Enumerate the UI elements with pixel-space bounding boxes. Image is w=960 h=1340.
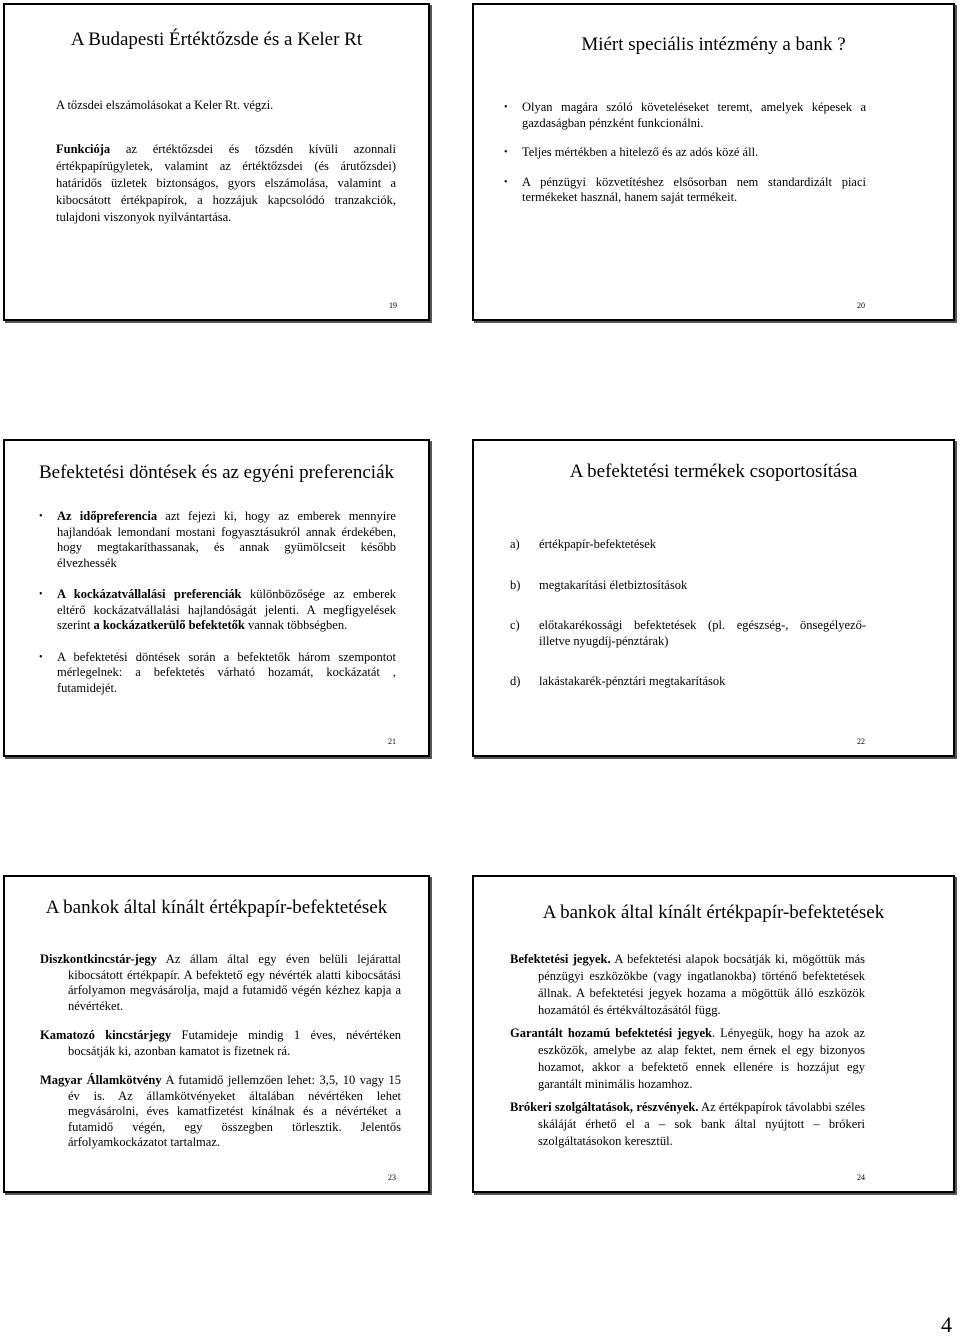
intro-text: A tőzsdei elszámolásokat a Keler Rt. végzi. (56, 98, 274, 112)
slide-number: 19 (389, 301, 397, 310)
slide-22 (472, 439, 955, 757)
bullet-item: • Teljes mértékben a hitelező és az adós közé áll. (504, 145, 759, 159)
document-page-number: 4 (941, 1312, 952, 1337)
slide-title: A Budapesti Értéktőzsde és a Keler Rt (70, 29, 363, 50)
slide-number: 21 (388, 737, 396, 746)
definition-item: Brókeri szolgáltatások, részvények. Az értékpapírok távolabbi széles skáláját érhető el a – sok bank által nyújtott – brókeri szolgáltatásokon keresztül. (510, 1100, 865, 1148)
slide-20 (472, 3, 955, 321)
slide-19 (3, 3, 430, 321)
bullet-item: • A befektetési döntések során a befektetők három szempontot mérlegelnek: a befektetés várható hozamát, kockázatát , futamidejét. (39, 649, 396, 695)
bullet-list (504, 100, 866, 206)
slide-number: 23 (388, 1173, 396, 1182)
bullet-item: • A kockázatvállalási preferenciák különbözősége az emberek eltérő kockázatvállalási hajlandóságát jelenti. A megfigyelések szerint a kockázatkerülő befektetők vannak többségben. (39, 587, 397, 632)
definition-item: Magyar Államkötvény A futamidő jellemzően lehet: 3,5, 10 vagy 15 év is. Az államkötvényeket általában névértéken lehet megvásárolni, éves kamatfizetést kínálnak és a névértéket a futamidő végén, egy összegben törlesztik. Jelentős árfolyamkockázatot tartalmaz. (40, 1073, 401, 1149)
function-term: Funkciója (56, 142, 111, 156)
slide-title: A bankok által kínált értékpapír-befektetések (45, 897, 388, 918)
slide-24 (472, 875, 955, 1193)
slide-title: Miért speciális intézmény a bank ? (581, 34, 846, 55)
list-item: a) értékpapír-befektetések (510, 537, 657, 551)
slide-number: 24 (857, 1173, 865, 1182)
slide-23 (3, 875, 430, 1193)
slide-number: 20 (857, 301, 865, 310)
slide-title: A bankok által kínált értékpapír-befektetések (542, 902, 885, 923)
definition-item: Diszkontkincstár-jegy Az állam által egy éven belüli lejárattal kibocsátott értékpapír. A befektető egy névérték alatti kibocsátási árfolyamon megvásárolja, majd a futamidő végén kézhez kapja a névértéket. (40, 952, 401, 1013)
slide-title: Befektetési döntések és az egyéni preferenciák (38, 462, 395, 483)
definition-item: Kamatozó kincstárjegy Futamideje mindig 1 éves, névértéken bocsátják ki, azonban kamatot is fizetnek rá. (40, 1028, 401, 1058)
slide-21 (3, 439, 430, 757)
category-list (494, 537, 866, 690)
securities-list (40, 952, 401, 1151)
definition-item: Garantált hozamú befektetési jegyek. Lényegük, hogy ha azok az eszközök, amelybe az alap fektet, nem érnek el egy bizonyos hozamot, akkor a befektető ennek ellenére is hozzájut egy garantált minimális hozamhoz. (510, 1026, 865, 1091)
bullet-item: • Olyan magára szóló követeléseket teremt, amelyek képesek a gazdaságban pénzként funkcionálni. (504, 100, 866, 130)
bullet-list (39, 509, 396, 696)
definition-item: Befektetési jegyek. A befektetési alapok bocsátják ki, mögöttük más pénzügyi eszközökbe (vagy ingatlanokba) történő befektetések állnak. A befektetési jegyek hozama a mögöttük álló eszközök hozamától és értékváltozásától függ. (510, 952, 865, 1017)
function-paragraph (56, 141, 396, 226)
function-text: az értéktőzsdei és tőzsdén kívüli azonnali értékpapírügyletek, valamint az értéktőzsdei (és árutőzsdei) határidős üzletek biztonságos, gyors elszámolása, valamint a kibocsátott értékpapírok, a hozzájuk kapcsolódó tranzakciók, tulajdoni viszonyok nyilvántartása. (56, 142, 396, 224)
bullet-item: • A pénzügyi közvetítéshez elsősorban nem standardizált piaci termékeket használ, hanem saját termékeit. (504, 174, 866, 204)
list-item: d) lakástakarék-pénztári megtakarítások (510, 674, 726, 688)
funds-list (510, 951, 865, 1150)
slide-number: 22 (857, 737, 865, 746)
bullet-item: • Az időpreferencia azt fejezi ki, hogy az emberek mennyire hajlandóak lemondani mostani fogyasztásukról annak érdekében, hogy megtakaríthassanak, és annak gyümölcseit később élvezhessék (39, 509, 396, 570)
list-item: c) előtakarékossági befektetések (pl. egészség-, önsegélyező- illetve nyugdíj-pénztárak) (510, 618, 866, 648)
slide-title: A befektetési termékek csoportosítása (569, 461, 858, 482)
list-item: b) megtakarítási életbiztosítások (510, 577, 688, 592)
